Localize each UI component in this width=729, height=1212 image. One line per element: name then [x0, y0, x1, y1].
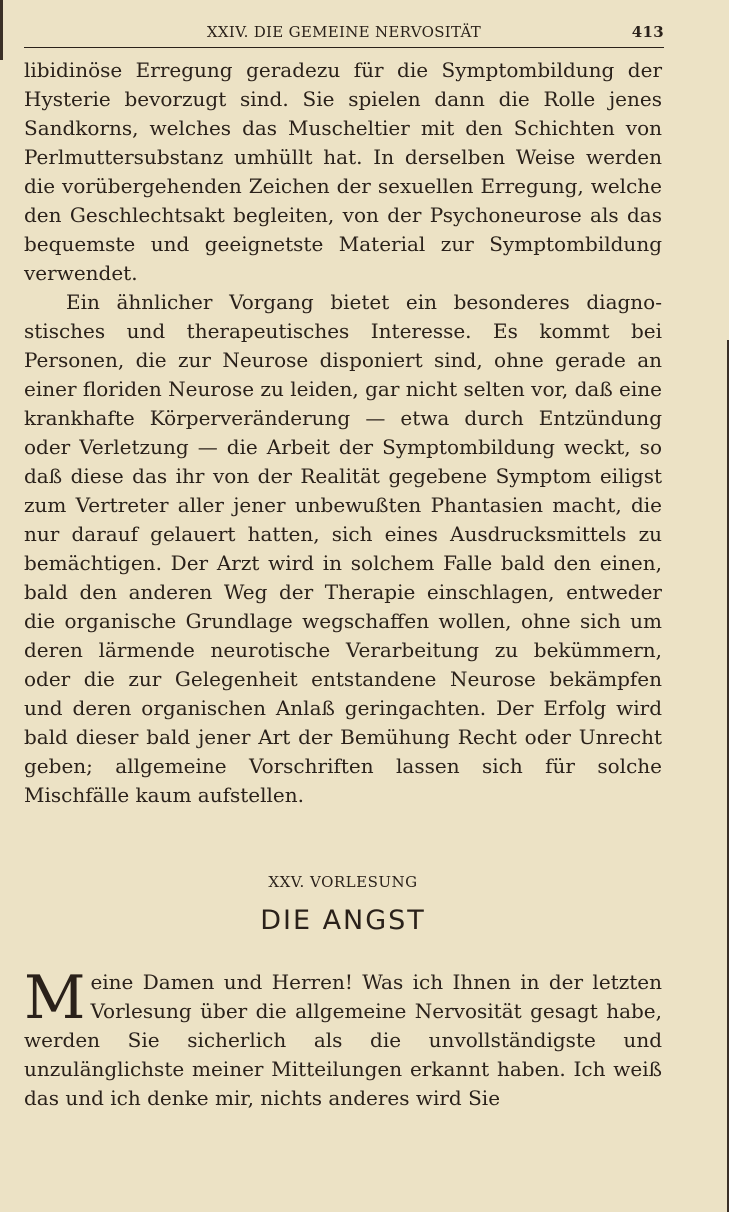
body-text: [24, 56, 662, 810]
page-edge-left: [0, 0, 3, 60]
drop-cap: M: [24, 963, 86, 1033]
running-title: XXIV. DIE GEMEINE NERVOSITÄT: [206, 23, 482, 41]
chapter-first-paragraph: eine Damen und Herren! Was ich Ihnen in der letzten Vorlesung über die allgemeine Nervosität gesagt habe, werden Sie sicherlich als die unvollständigste und unzulänglichste meiner Mitteilungen erkannt haben. Ich weiß das und ich denke mir, nichts anderes wird Sie: [24, 970, 662, 1110]
chapter-label: XXV. VORLESUNG: [268, 873, 418, 891]
page-number: 413: [631, 23, 664, 41]
paragraph: Ein ähnlicher Vorgang bietet ein besonderes diagnostisches und therapeutisches Interesse. Es kommt bei Personen, die zur Neurose disponiert sind, ohne gerade an einer floriden Neurose zu leiden, gar nicht selten vor, daß eine krankhafte Körperveränderung — etwa durch Entzündung oder Verletzung — die Arbeit der Symptombildung weckt, so daß diese das ihr von der Realität gegebene Symptom eiligst zum Vertreter aller jener unbewußten Phantasien macht, die nur darauf gelauert hatten, sich eines Ausdrucksmittels zu bemächtigen. Der Arzt wird in solchem Falle bald den einen, bald den anderen Weg der Therapie einschlagen, entweder die organische Grundlage wegschaffen wollen, ohne sich um deren lärmende neurotische Verarbeitung zu bekümmern, oder die zur Gelegenheit entstandene Neurose bekämpfen und deren organischen Anlaß geringachten. Der Erfolg wird bald dieser bald jener Art der Bemühung Recht oder Unrecht geben; allgemeine Vorschriften lassen sich für solche Mischfälle kaum aufstellen.: [24, 290, 662, 807]
chapter-title: DIE ANGST: [260, 905, 426, 936]
running-header: [24, 23, 664, 49]
paragraph-continued: libidinöse Erregung geradezu für die Symptombildung der Hysterie bevorzugt sind. Sie spielen dann die Rolle jenes Sandkorns, welches das Muscheltier mit den Schichten von Perlmuttersubstanz umhüllt hat. In derselben Weise werden die vorübergehenden Zeichen der sexuellen Erregung, welche den Geschlechtsakt begleiten, von der Psychoneurose als das bequemste und geeignetste Material zur Symptombildung verwendet.: [24, 58, 662, 285]
header-rule: [24, 47, 664, 48]
chapter-body: [24, 963, 662, 1113]
